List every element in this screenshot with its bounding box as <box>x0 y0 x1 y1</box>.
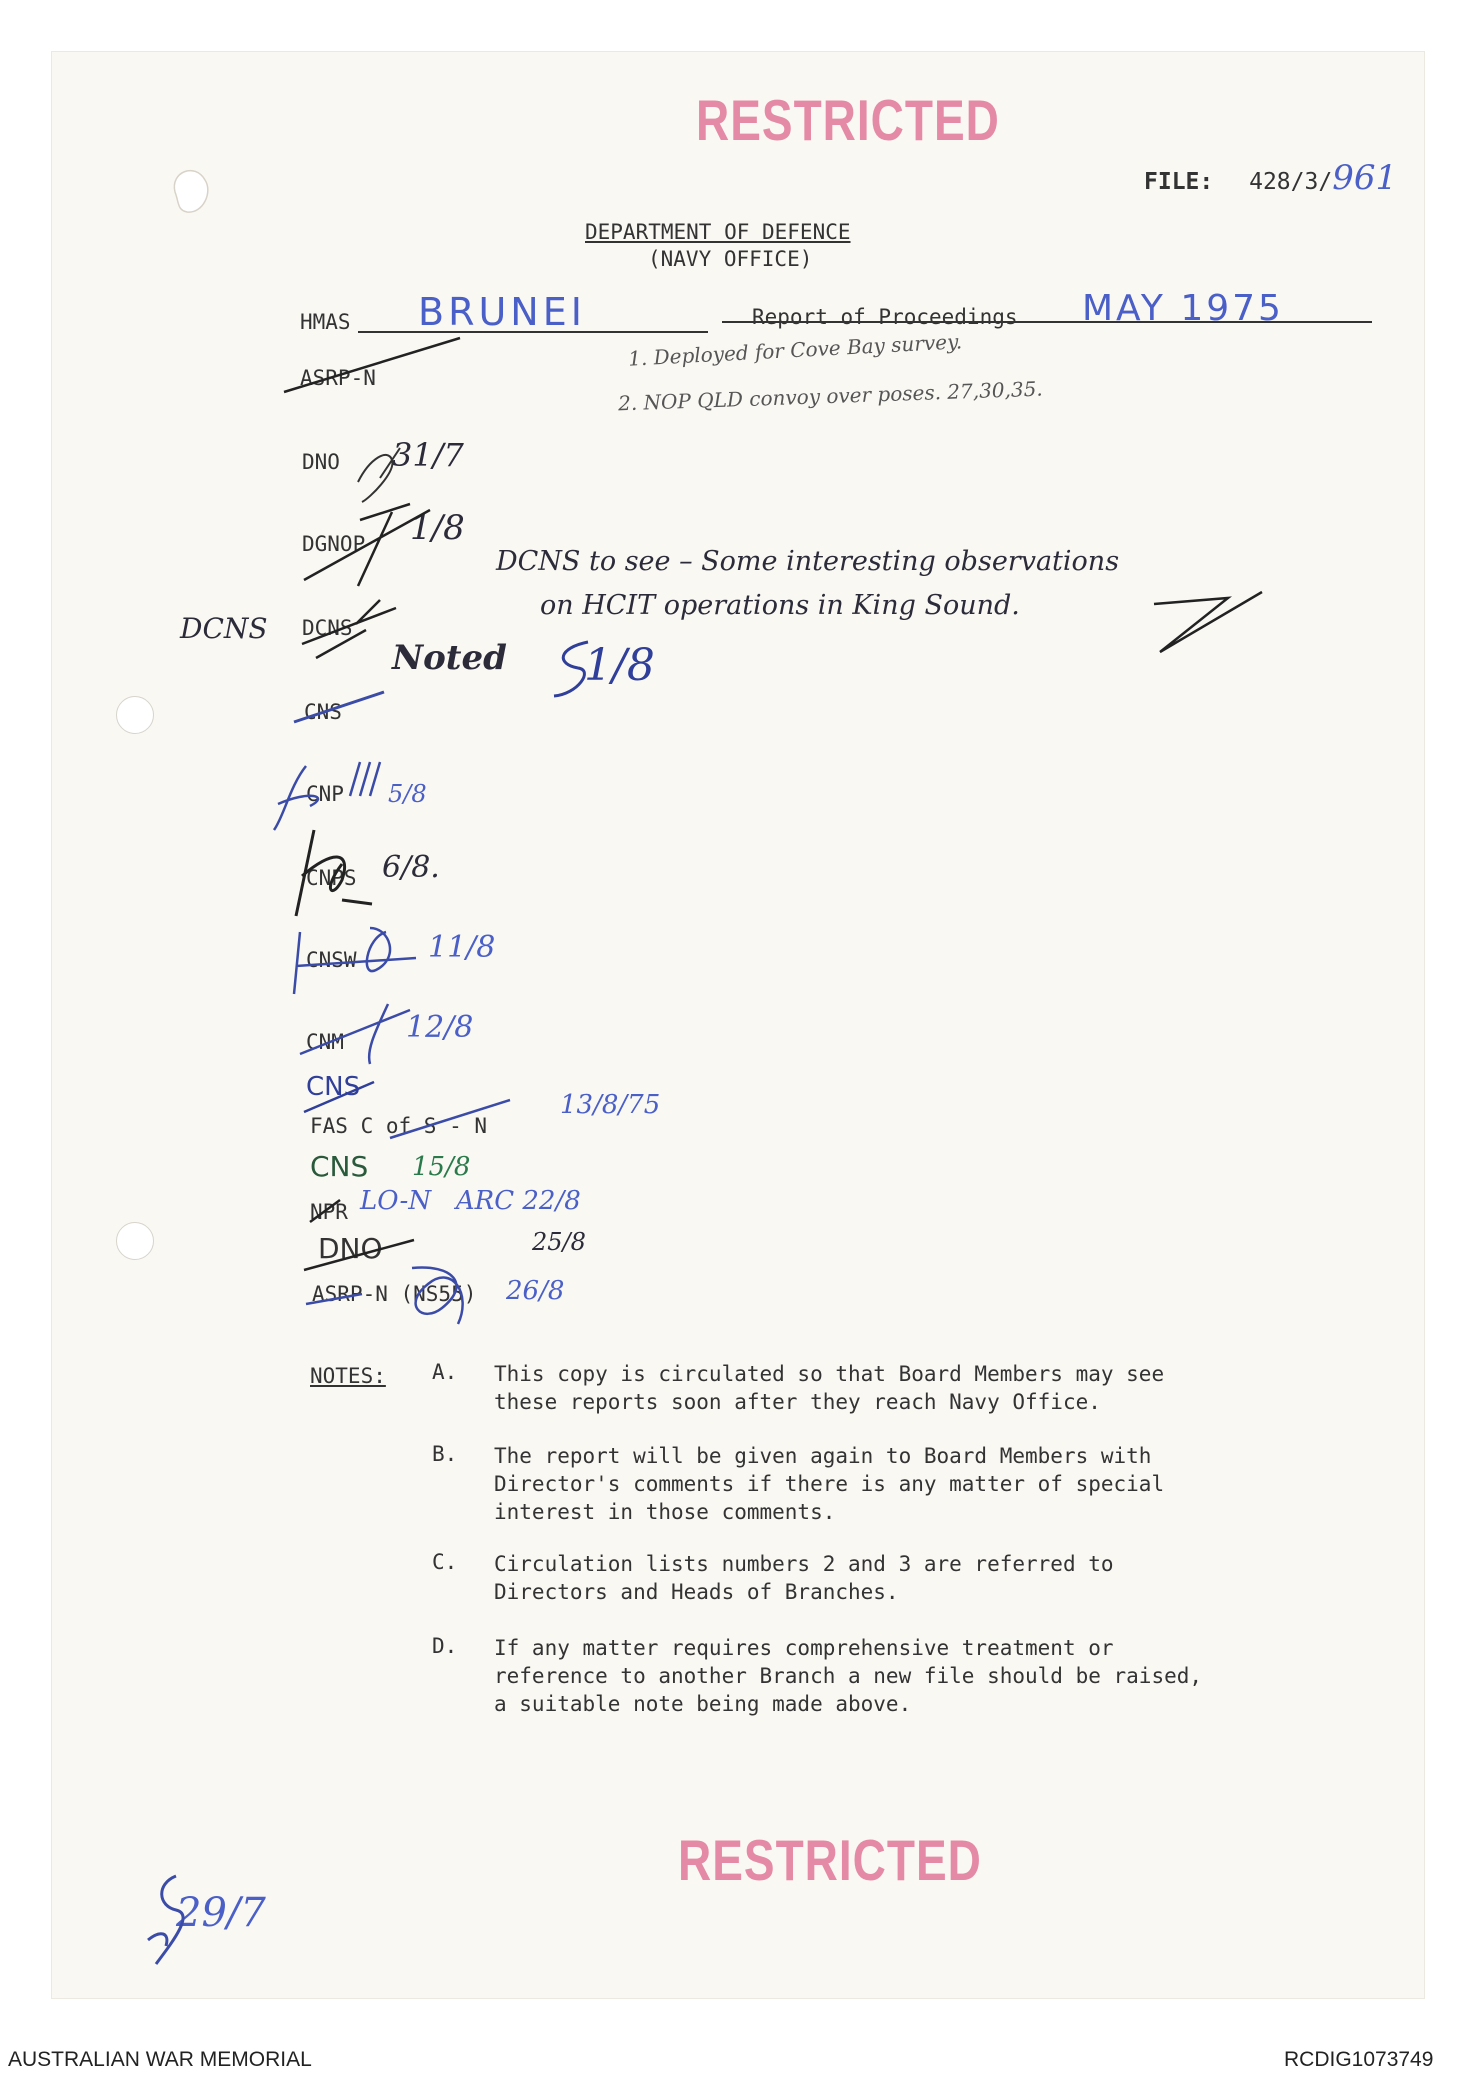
note-d-letter: D. <box>432 1634 458 1658</box>
note-b-text: The report will be given again to Board Members with Director's comments if there is any matter of special interest in those comments. <box>494 1444 1165 1524</box>
ship-name: BRUNEI <box>418 290 586 334</box>
note-c-letter: C. <box>432 1550 458 1574</box>
routing-asrp-n-ns55: ASRP-N (NS55) <box>312 1282 477 1306</box>
department-title: DEPARTMENT OF DEFENCE <box>585 220 851 244</box>
initials-cnsw <box>290 918 430 998</box>
navy-office-subtitle: (NAVY OFFICE) <box>648 247 813 271</box>
note-a-text: This copy is circulated so that Board Members may see these reports soon after they reach Navy Office. <box>494 1362 1165 1414</box>
routing-fas-c-of-s-n: FAS C of S - N <box>310 1114 488 1138</box>
file-number: 428/3/ <box>1249 169 1333 195</box>
file-number-handwritten: 961 <box>1332 158 1398 198</box>
noted-annotation: Noted <box>392 638 507 678</box>
routing-npr-mark: LO-N ARC 22/8 <box>360 1186 581 1216</box>
file-label: FILE: <box>1144 169 1214 195</box>
file-reference <box>1144 158 1397 198</box>
restricted-stamp-bottom: RESTRICTED <box>678 1827 982 1893</box>
report-underline <box>722 321 1372 323</box>
bottom-initials-date: 29/7 <box>176 1890 266 1936</box>
routing-npr: NPR <box>310 1200 348 1224</box>
routing-cnp: CNP <box>306 782 344 806</box>
punch-hole-bottom <box>116 1222 154 1260</box>
report-period: MAY 1975 <box>1082 288 1284 329</box>
footer-left-credit: AUSTRALIAN WAR MEMORIAL <box>8 2048 312 2071</box>
strike-cns-2 <box>300 1078 380 1118</box>
note-b-letter: B. <box>432 1442 458 1466</box>
routing-cnp-mark: 5/8 <box>388 780 427 808</box>
dcns-note-line-1: DCNS to see – Some interesting observations <box>496 546 1120 577</box>
routing-asrp-n-ns55-mark: 26/8 <box>506 1276 565 1306</box>
bottom-initials <box>136 1870 196 1970</box>
strike-fas <box>386 1094 516 1144</box>
routing-dno-2: DNO <box>318 1232 383 1265</box>
initials-asrp-n-ns55 <box>302 1254 512 1334</box>
notes-label: NOTES: <box>310 1364 386 1388</box>
footer-right-id: RCDIG1073749 <box>1284 2048 1434 2071</box>
routing-cns-3: CNS <box>310 1150 369 1183</box>
dcns-note-initials <box>1150 588 1270 658</box>
punch-hole-top <box>116 696 154 734</box>
strike-npr <box>306 1196 346 1226</box>
routing-cns-3-mark: 15/8 <box>412 1152 471 1182</box>
routing-cnsw: CNSW <box>306 948 357 972</box>
dcns-margin-note: DCNS <box>180 612 268 645</box>
noted-date: 1/8 <box>584 640 655 691</box>
routing-dno-2-mark: 25/8 <box>532 1228 586 1256</box>
strike-asrp-n <box>282 330 462 400</box>
routing-cns-1: CNS <box>304 700 342 724</box>
dcns-note-line-2: on HCIT operations in King Sound. <box>540 590 1020 621</box>
annotation-item-2: 2. NOP QLD convoy over poses. 27,30,35. <box>617 376 1044 416</box>
routing-cns-2: CNS <box>306 1072 361 1102</box>
paper-tear-mark <box>165 162 215 222</box>
annotation-item-1: 1. Deployed for Cove Bay survey. <box>627 329 963 371</box>
routing-fas-mark: 13/8/75 <box>560 1090 661 1120</box>
routing-cnm: CNM <box>306 1030 344 1054</box>
routing-dno: DNO <box>302 450 340 474</box>
routing-dgnop-mark: 1/8 <box>410 508 465 548</box>
strike-dcns <box>296 594 406 664</box>
routing-dgnop: DGNOP <box>302 532 366 556</box>
noted-initials <box>548 634 598 704</box>
restricted-stamp-top: RESTRICTED <box>696 87 1000 153</box>
routing-cnps: CNPS <box>306 866 357 890</box>
note-d-text: If any matter requires comprehensive treatment or reference to another Branch a new file should be raised, a suitable note being made above. <box>494 1636 1203 1716</box>
note-a-letter: A. <box>432 1360 458 1384</box>
initials-cnps <box>282 820 392 920</box>
hmas-label: HMAS <box>300 310 351 334</box>
routing-asrp-n: ASRP-N <box>300 366 376 390</box>
notes-list <box>432 1360 1352 1720</box>
report-label: Report of Proceedings <box>752 305 1018 329</box>
strike-cns-1 <box>290 688 390 728</box>
strike-dgnop <box>300 500 440 590</box>
note-c-text: Circulation lists numbers 2 and 3 are referred to Directors and Heads of Branches. <box>494 1552 1114 1604</box>
routing-dno-mark: 31/7 <box>392 436 464 474</box>
routing-cnps-mark: 6/8. <box>382 850 440 885</box>
routing-cnsw-mark: 11/8 <box>428 930 496 965</box>
strike-cnm <box>296 1000 416 1070</box>
routing-dcns: DCNS <box>302 616 353 640</box>
routing-cnm-mark: 12/8 <box>406 1010 474 1045</box>
initials-dno <box>350 438 410 508</box>
